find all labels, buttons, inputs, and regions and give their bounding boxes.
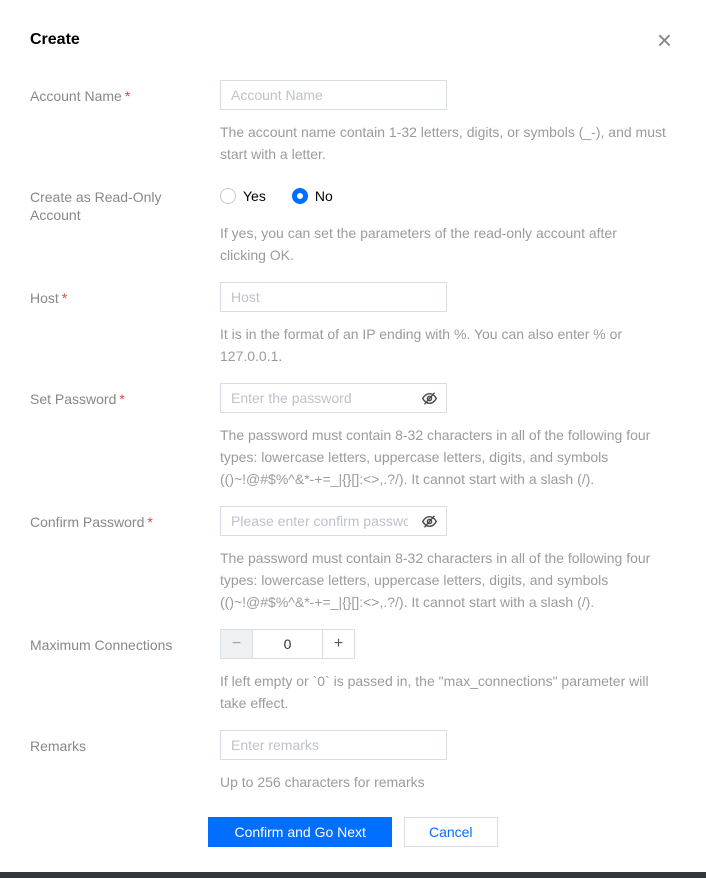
read-only-row <box>30 181 676 266</box>
close-icon[interactable]: × <box>656 25 672 55</box>
bottom-bar <box>0 872 706 878</box>
set-password-input[interactable] <box>220 383 447 413</box>
set-password-row <box>30 383 676 490</box>
account-name-label: Account Name * <box>30 88 131 104</box>
dialog-header <box>30 25 676 55</box>
remarks-row <box>30 730 676 793</box>
stepper-plus-button[interactable]: + <box>323 629 355 659</box>
confirm-and-go-next-button[interactable]: Confirm and Go Next <box>208 817 392 847</box>
radio-yes-label: Yes <box>243 188 266 204</box>
confirm-password-help: The password must contain 8-32 characters in all of the following four types: lowercase letters, uppercase letters, digits, and symbols (()~!@#$%^&*-+=_|{}[]:<>,.?/). It cannot start with a slash (/). <box>220 550 651 610</box>
remarks-input[interactable] <box>220 730 447 760</box>
set-password-label: Set Password * <box>30 391 125 407</box>
eye-slash-icon[interactable] <box>421 513 438 530</box>
remarks-label: Remarks <box>30 738 87 754</box>
max-connections-label: Maximum Connections <box>30 637 173 653</box>
remarks-help: Up to 256 characters for remarks <box>220 774 425 790</box>
confirm-password-row <box>30 506 676 613</box>
page-title: Create <box>30 31 80 48</box>
radio-no-label: No <box>314 188 333 204</box>
stepper-minus-button[interactable]: − <box>220 629 252 659</box>
host-label: Host * <box>30 290 68 306</box>
radio-unchecked-icon[interactable] <box>220 188 236 204</box>
radio-option-no[interactable] <box>292 188 333 204</box>
dialog-footer <box>30 817 676 847</box>
radio-checked-icon[interactable] <box>292 188 308 204</box>
required-asterisk: * <box>61 290 68 306</box>
account-name-help: The account name contain 1-32 letters, digits, or symbols (_-), and must start with a letter. <box>220 124 666 162</box>
cancel-button[interactable]: Cancel <box>404 817 498 847</box>
required-asterisk: * <box>119 391 125 407</box>
max-connections-value[interactable]: 0 <box>252 629 323 659</box>
max-connections-help: If left empty or `0` is passed in, the "max_connections" parameter will take effect. <box>220 673 649 711</box>
max-connections-row <box>30 629 676 714</box>
confirm-password-input[interactable] <box>220 506 447 536</box>
eye-slash-icon[interactable] <box>421 390 438 407</box>
account-name-input[interactable] <box>220 80 447 110</box>
host-help: It is in the format of an IP ending with %. You can also enter % or 127.0.0.1. <box>220 326 623 364</box>
required-asterisk: * <box>147 514 153 530</box>
read-only-label: Create as Read-Only Account <box>30 189 162 223</box>
read-only-radio-group <box>220 181 666 211</box>
radio-option-yes[interactable] <box>220 188 266 204</box>
host-input[interactable] <box>220 282 447 312</box>
set-password-help: The password must contain 8-32 characters in all of the following four types: lowercase letters, uppercase letters, digits, and symbols (()~!@#$%^&*-+=_|{}[]:<>,.?/). It cannot start with a slash (/). <box>220 427 651 487</box>
read-only-help: If yes, you can set the parameters of the read-only account after clicking OK. <box>220 225 617 263</box>
account-name-row <box>30 80 676 165</box>
host-row <box>30 282 676 367</box>
required-asterisk: * <box>124 88 131 104</box>
confirm-password-label: Confirm Password * <box>30 514 153 530</box>
max-connections-stepper <box>220 629 355 659</box>
